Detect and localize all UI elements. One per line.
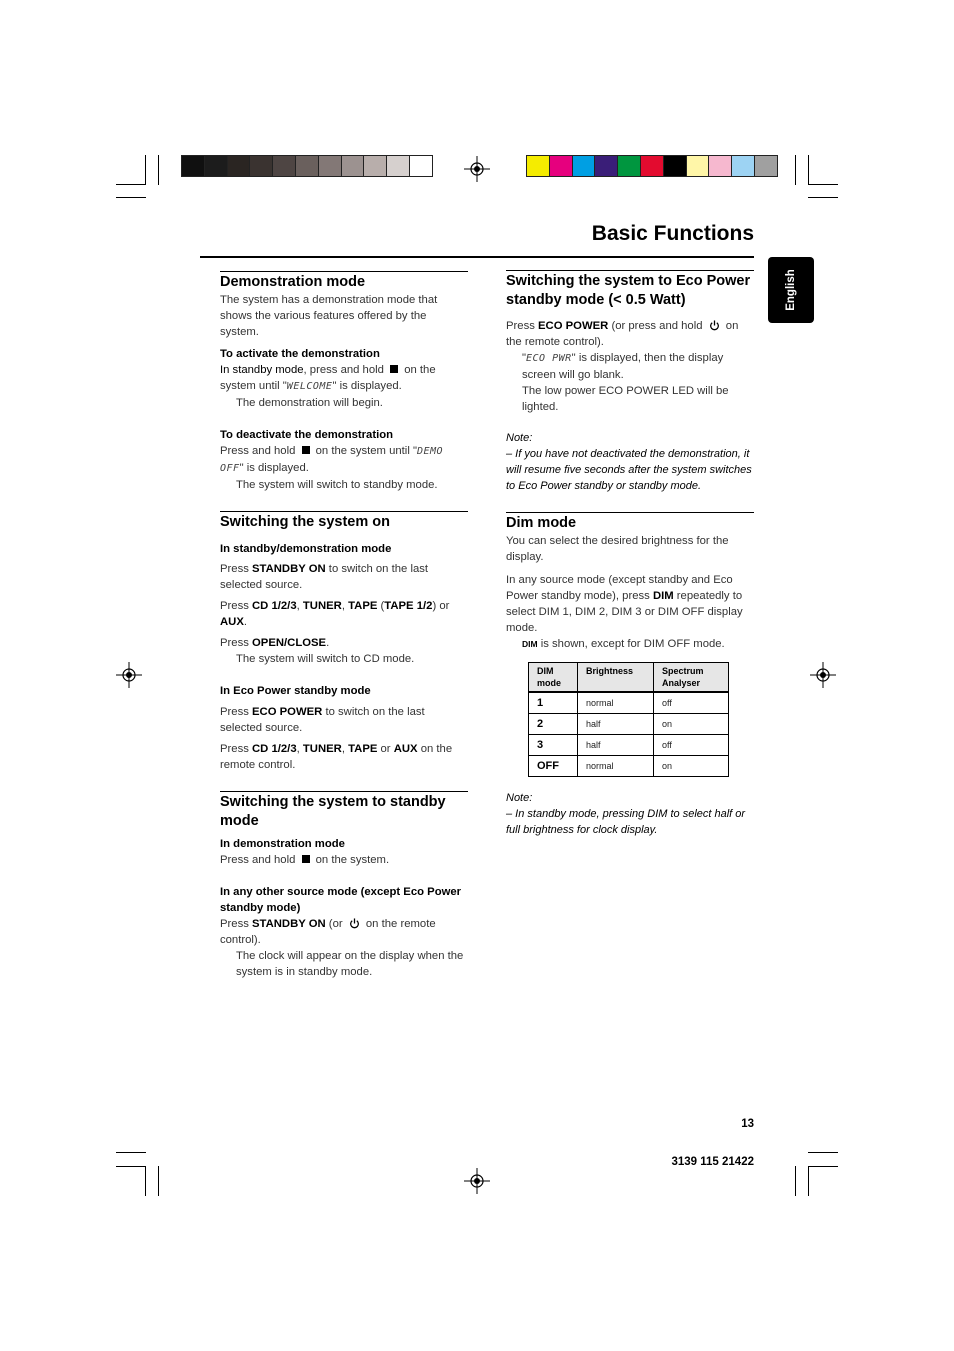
crop-mark-tl-h2 bbox=[116, 197, 146, 198]
section-rule bbox=[506, 270, 754, 271]
calibration-swatch bbox=[250, 156, 273, 176]
spectrum-cell: off bbox=[654, 692, 729, 714]
calibration-swatch bbox=[387, 156, 410, 176]
crop-mark-br-h2 bbox=[808, 1166, 838, 1167]
calibration-swatch bbox=[342, 156, 365, 176]
language-tab-label: English bbox=[785, 269, 797, 311]
demo-deactivate-text: Press and hold on the system until "DEMO OFF" is displayed. bbox=[220, 445, 444, 474]
dim-intro: You can select the desired brightness for the display. bbox=[506, 535, 729, 563]
power-icon bbox=[709, 320, 720, 331]
on-heading: Switching the system on bbox=[220, 514, 390, 530]
on-p1: Press STANDBY ON to switch on the last selected source. bbox=[220, 563, 429, 591]
table-row bbox=[529, 692, 729, 714]
crop-mark-br-v bbox=[808, 1166, 809, 1196]
table-row bbox=[529, 756, 729, 777]
crop-mark-tl-h bbox=[116, 184, 146, 185]
language-tab bbox=[768, 257, 814, 323]
calibration-swatch bbox=[527, 156, 550, 176]
standby-p2: Press STANDBY ON (or on the remote control). bbox=[220, 918, 436, 946]
eco-heading: Switching the system to Eco Power standby mode (< 0.5 Watt) bbox=[506, 273, 751, 308]
brightness-cell: normal bbox=[578, 756, 654, 777]
dim-mode-cell: 3 bbox=[529, 735, 578, 756]
right-column bbox=[506, 270, 754, 838]
calibration-swatch bbox=[709, 156, 732, 176]
section-rule bbox=[220, 791, 468, 792]
crop-mark-br-v2 bbox=[795, 1166, 796, 1196]
calibration-swatch bbox=[664, 156, 687, 176]
crop-mark-br-h bbox=[808, 1152, 838, 1153]
calibration-swatch bbox=[228, 156, 251, 176]
on-p4: Press ECO POWER to switch on the last selected source. bbox=[220, 706, 425, 734]
crop-mark-tr-v bbox=[795, 155, 796, 185]
dim-mode-cell: 1 bbox=[529, 692, 578, 714]
calibration-swatch bbox=[618, 156, 641, 176]
section-rule bbox=[220, 511, 468, 512]
stop-icon bbox=[302, 446, 310, 454]
demo-intro: The system has a demonstration mode that shows the various features offered by the system. bbox=[220, 294, 438, 338]
crop-mark-tl-v bbox=[158, 155, 159, 185]
eco-note-label: Note: bbox=[506, 432, 533, 444]
crop-mark-bl-h bbox=[116, 1152, 146, 1153]
dim-table-header-cell: Brightness bbox=[578, 663, 654, 693]
page-number: 13 bbox=[741, 1118, 754, 1130]
eco-p3: The low power ECO POWER LED will be lighted. bbox=[522, 385, 729, 413]
dim-table bbox=[528, 662, 729, 777]
demo-activate-title: To activate the demonstration bbox=[220, 348, 380, 360]
standby-p2-result: The clock will appear on the display when the system is in standby mode. bbox=[236, 950, 464, 978]
left-column bbox=[220, 271, 468, 980]
dim-mode-cell: 2 bbox=[529, 714, 578, 735]
table-row bbox=[529, 714, 729, 735]
crop-mark-bl-v2 bbox=[158, 1166, 159, 1196]
on-p5: Press CD 1/2/3, TUNER, TAPE or AUX on the remote control. bbox=[220, 743, 453, 771]
on-sub1: In standby/demonstration mode bbox=[220, 543, 392, 555]
calibration-swatch bbox=[273, 156, 296, 176]
calibration-swatch bbox=[687, 156, 710, 176]
eco-note-text: – If you have not deactivated the demonstration, it will resume five seconds after the system switches to Eco Power standby or standby mode. bbox=[506, 448, 752, 492]
crop-mark-tr-h bbox=[808, 184, 838, 185]
demo-deactivate-title: To deactivate the demonstration bbox=[220, 429, 394, 441]
title-rule bbox=[200, 256, 754, 258]
brightness-cell: half bbox=[578, 714, 654, 735]
calibration-swatch bbox=[732, 156, 755, 176]
eco-p1: Press ECO POWER (or press and hold on the remote control). bbox=[506, 320, 739, 348]
spectrum-cell: on bbox=[654, 756, 729, 777]
stop-icon bbox=[390, 365, 398, 373]
calibration-swatch bbox=[296, 156, 319, 176]
spectrum-cell: off bbox=[654, 735, 729, 756]
section-rule bbox=[506, 512, 754, 513]
page-title: Basic Functions bbox=[591, 222, 754, 245]
dim-p2: DIM is shown, except for DIM OFF mode. bbox=[522, 638, 725, 650]
dim-table-header bbox=[529, 663, 729, 693]
calibration-swatch bbox=[550, 156, 573, 176]
dim-table-header-cell: DIM mode bbox=[529, 663, 578, 693]
section-rule bbox=[220, 271, 468, 272]
calibration-swatch bbox=[595, 156, 618, 176]
gray-calibration-bar bbox=[181, 155, 433, 177]
dim-p1: In any source mode (except standby and Eco Power standby mode), press DIM repeatedly to select DIM 1, DIM 2, DIM 3 or DIM OFF display mode. bbox=[506, 574, 743, 634]
standby-heading: Switching the system to standby mode bbox=[220, 794, 446, 829]
dim-table-header-cell: Spectrum Analyser bbox=[654, 663, 729, 693]
stop-icon bbox=[302, 855, 310, 863]
brightness-cell: normal bbox=[578, 692, 654, 714]
calibration-swatch bbox=[755, 156, 777, 176]
eco-p2: "ECO PWR" is displayed, then the display screen will go blank. bbox=[522, 352, 724, 381]
spectrum-cell: on bbox=[654, 714, 729, 735]
calibration-swatch bbox=[182, 156, 205, 176]
calibration-swatch bbox=[319, 156, 342, 176]
registration-target-left bbox=[116, 662, 142, 688]
crop-mark-bl-v bbox=[145, 1166, 146, 1196]
on-sub2: In Eco Power standby mode bbox=[220, 685, 371, 697]
demo-deactivate-result: The system will switch to standby mode. bbox=[236, 479, 438, 491]
on-p2: Press CD 1/2/3, TUNER, TAPE (TAPE 1/2) or AUX. bbox=[220, 600, 450, 628]
calibration-swatch bbox=[410, 156, 432, 176]
color-calibration-bar bbox=[526, 155, 778, 177]
standby-p1: Press and hold on the system. bbox=[220, 854, 390, 866]
standby-sub2: In any other source mode (except Eco Power standby mode) bbox=[220, 886, 462, 914]
power-icon bbox=[349, 918, 360, 929]
on-p3-result: The system will switch to CD mode. bbox=[236, 653, 415, 665]
registration-target-right bbox=[810, 662, 836, 688]
dim-note-label: Note: bbox=[506, 792, 533, 804]
registration-target-bottom bbox=[464, 1168, 490, 1194]
dim-mode-cell: OFF bbox=[529, 756, 578, 777]
demo-activate-result: The demonstration will begin. bbox=[236, 397, 383, 409]
calibration-swatch bbox=[573, 156, 596, 176]
brightness-cell: half bbox=[578, 735, 654, 756]
registration-target-top bbox=[464, 156, 490, 182]
document-number: 3139 115 21422 bbox=[671, 1156, 754, 1168]
demo-heading: Demonstration mode bbox=[220, 274, 366, 290]
calibration-swatch bbox=[641, 156, 664, 176]
standby-sub1: In demonstration mode bbox=[220, 838, 345, 850]
crop-mark-tr-h2 bbox=[808, 197, 838, 198]
on-p3: Press OPEN/CLOSE. bbox=[220, 637, 330, 649]
table-row bbox=[529, 735, 729, 756]
dim-heading: Dim mode bbox=[506, 515, 577, 531]
calibration-swatch bbox=[364, 156, 387, 176]
dim-note-text: – In standby mode, pressing DIM to select half or full brightness for clock display. bbox=[506, 808, 746, 836]
calibration-swatch bbox=[205, 156, 228, 176]
crop-mark-tl-v2 bbox=[145, 155, 146, 185]
crop-mark-bl-h2 bbox=[116, 1166, 146, 1167]
crop-mark-tr-v2 bbox=[808, 155, 809, 185]
demo-activate-text: In standby mode, press and hold on the system until "WELCOME" is displayed. bbox=[220, 364, 436, 392]
